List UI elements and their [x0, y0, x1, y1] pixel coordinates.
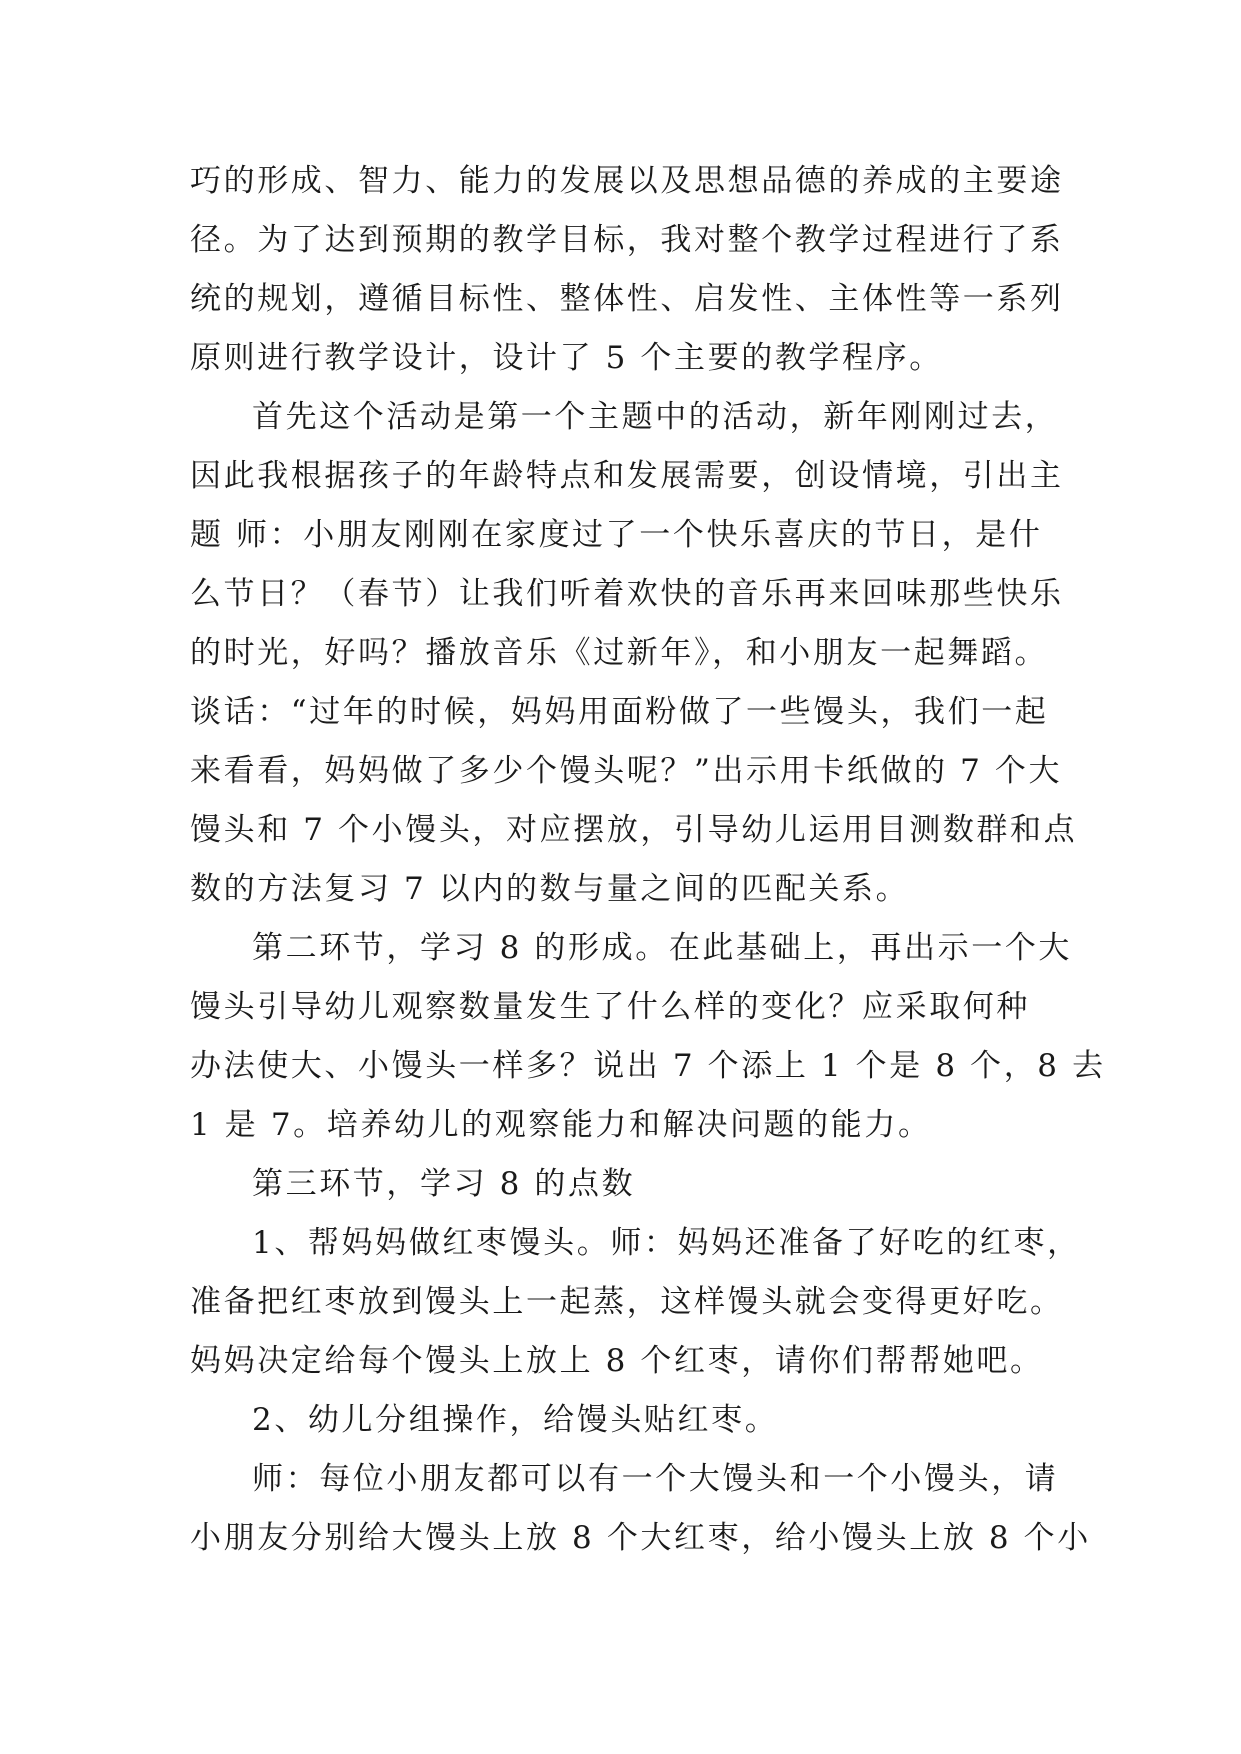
- text-line: 妈妈决定给每个馒头上放上 8 个红枣，请你们帮帮她吧。: [190, 1343, 1044, 1379]
- text-line: 统的规划，遵循目标性、整体性、启发性、主体性等一系列: [190, 281, 1064, 317]
- body-text: [190, 152, 1106, 1568]
- text-line: 第三环节，学习 8 的点数: [252, 1166, 636, 1202]
- text-line: 2、幼儿分组操作，给馒头贴红枣。: [252, 1402, 779, 1438]
- text-line: 原则进行教学设计，设计了 5 个主要的教学程序。: [190, 340, 943, 376]
- text-line: 来看看，妈妈做了多少个馒头呢？”出示用卡纸做的 7 个大: [190, 753, 1063, 789]
- text-line: 么节日？（春节）让我们听着欢快的音乐再来回味那些快乐: [190, 576, 1064, 612]
- text-line: 的时光，好吗？播放音乐《过新年》，和小朋友一起舞蹈。: [190, 635, 1049, 671]
- text-line: 小朋友分别给大馒头上放 8 个大红枣，给小馒头上放 8 个小: [190, 1520, 1091, 1556]
- text-line: 1、帮妈妈做红枣馒头。师：妈妈还准备了好吃的红枣，: [252, 1225, 1081, 1261]
- text-line: 谈话：“过年的时候，妈妈用面粉做了一些馒头，我们一起: [190, 694, 1049, 730]
- text-line: 首先这个活动是第一个主题中的活动，新年刚刚过去，: [252, 399, 1059, 435]
- text-line: 师：每位小朋友都可以有一个大馒头和一个小馒头，请: [252, 1461, 1059, 1497]
- text-line: 馒头和 7 个小馒头，对应摆放，引导幼儿运用目测数群和点: [190, 812, 1078, 848]
- text-line: 径。为了达到预期的教学目标，我对整个教学过程进行了系: [190, 222, 1064, 258]
- text-line: 巧的形成、智力、能力的发展以及思想品德的养成的主要途: [190, 163, 1064, 199]
- text-line: 1 是 7。培养幼儿的观察能力和解决问题的能力。: [190, 1107, 932, 1143]
- text-line: 馒头引导幼儿观察数量发生了什么样的变化？应采取何种: [190, 989, 1030, 1025]
- text-line: 办法使大、小馒头一样多？说出 7 个添上 1 个是 8 个，8 去: [190, 1048, 1106, 1084]
- text-line: 数的方法复习 7 以内的数与量之间的匹配关系。: [190, 871, 910, 907]
- text-line: 第二环节，学习 8 的形成。在此基础上，再出示一个大: [252, 930, 1073, 966]
- text-line: 题 师：小朋友刚刚在家度过了一个快乐喜庆的节日，是什: [190, 517, 1043, 553]
- text-line: 准备把红枣放到馒头上一起蒸，这样馒头就会变得更好吃。: [190, 1284, 1064, 1320]
- text-line: 因此我根据孩子的年龄特点和发展需要，创设情境，引出主: [190, 458, 1064, 494]
